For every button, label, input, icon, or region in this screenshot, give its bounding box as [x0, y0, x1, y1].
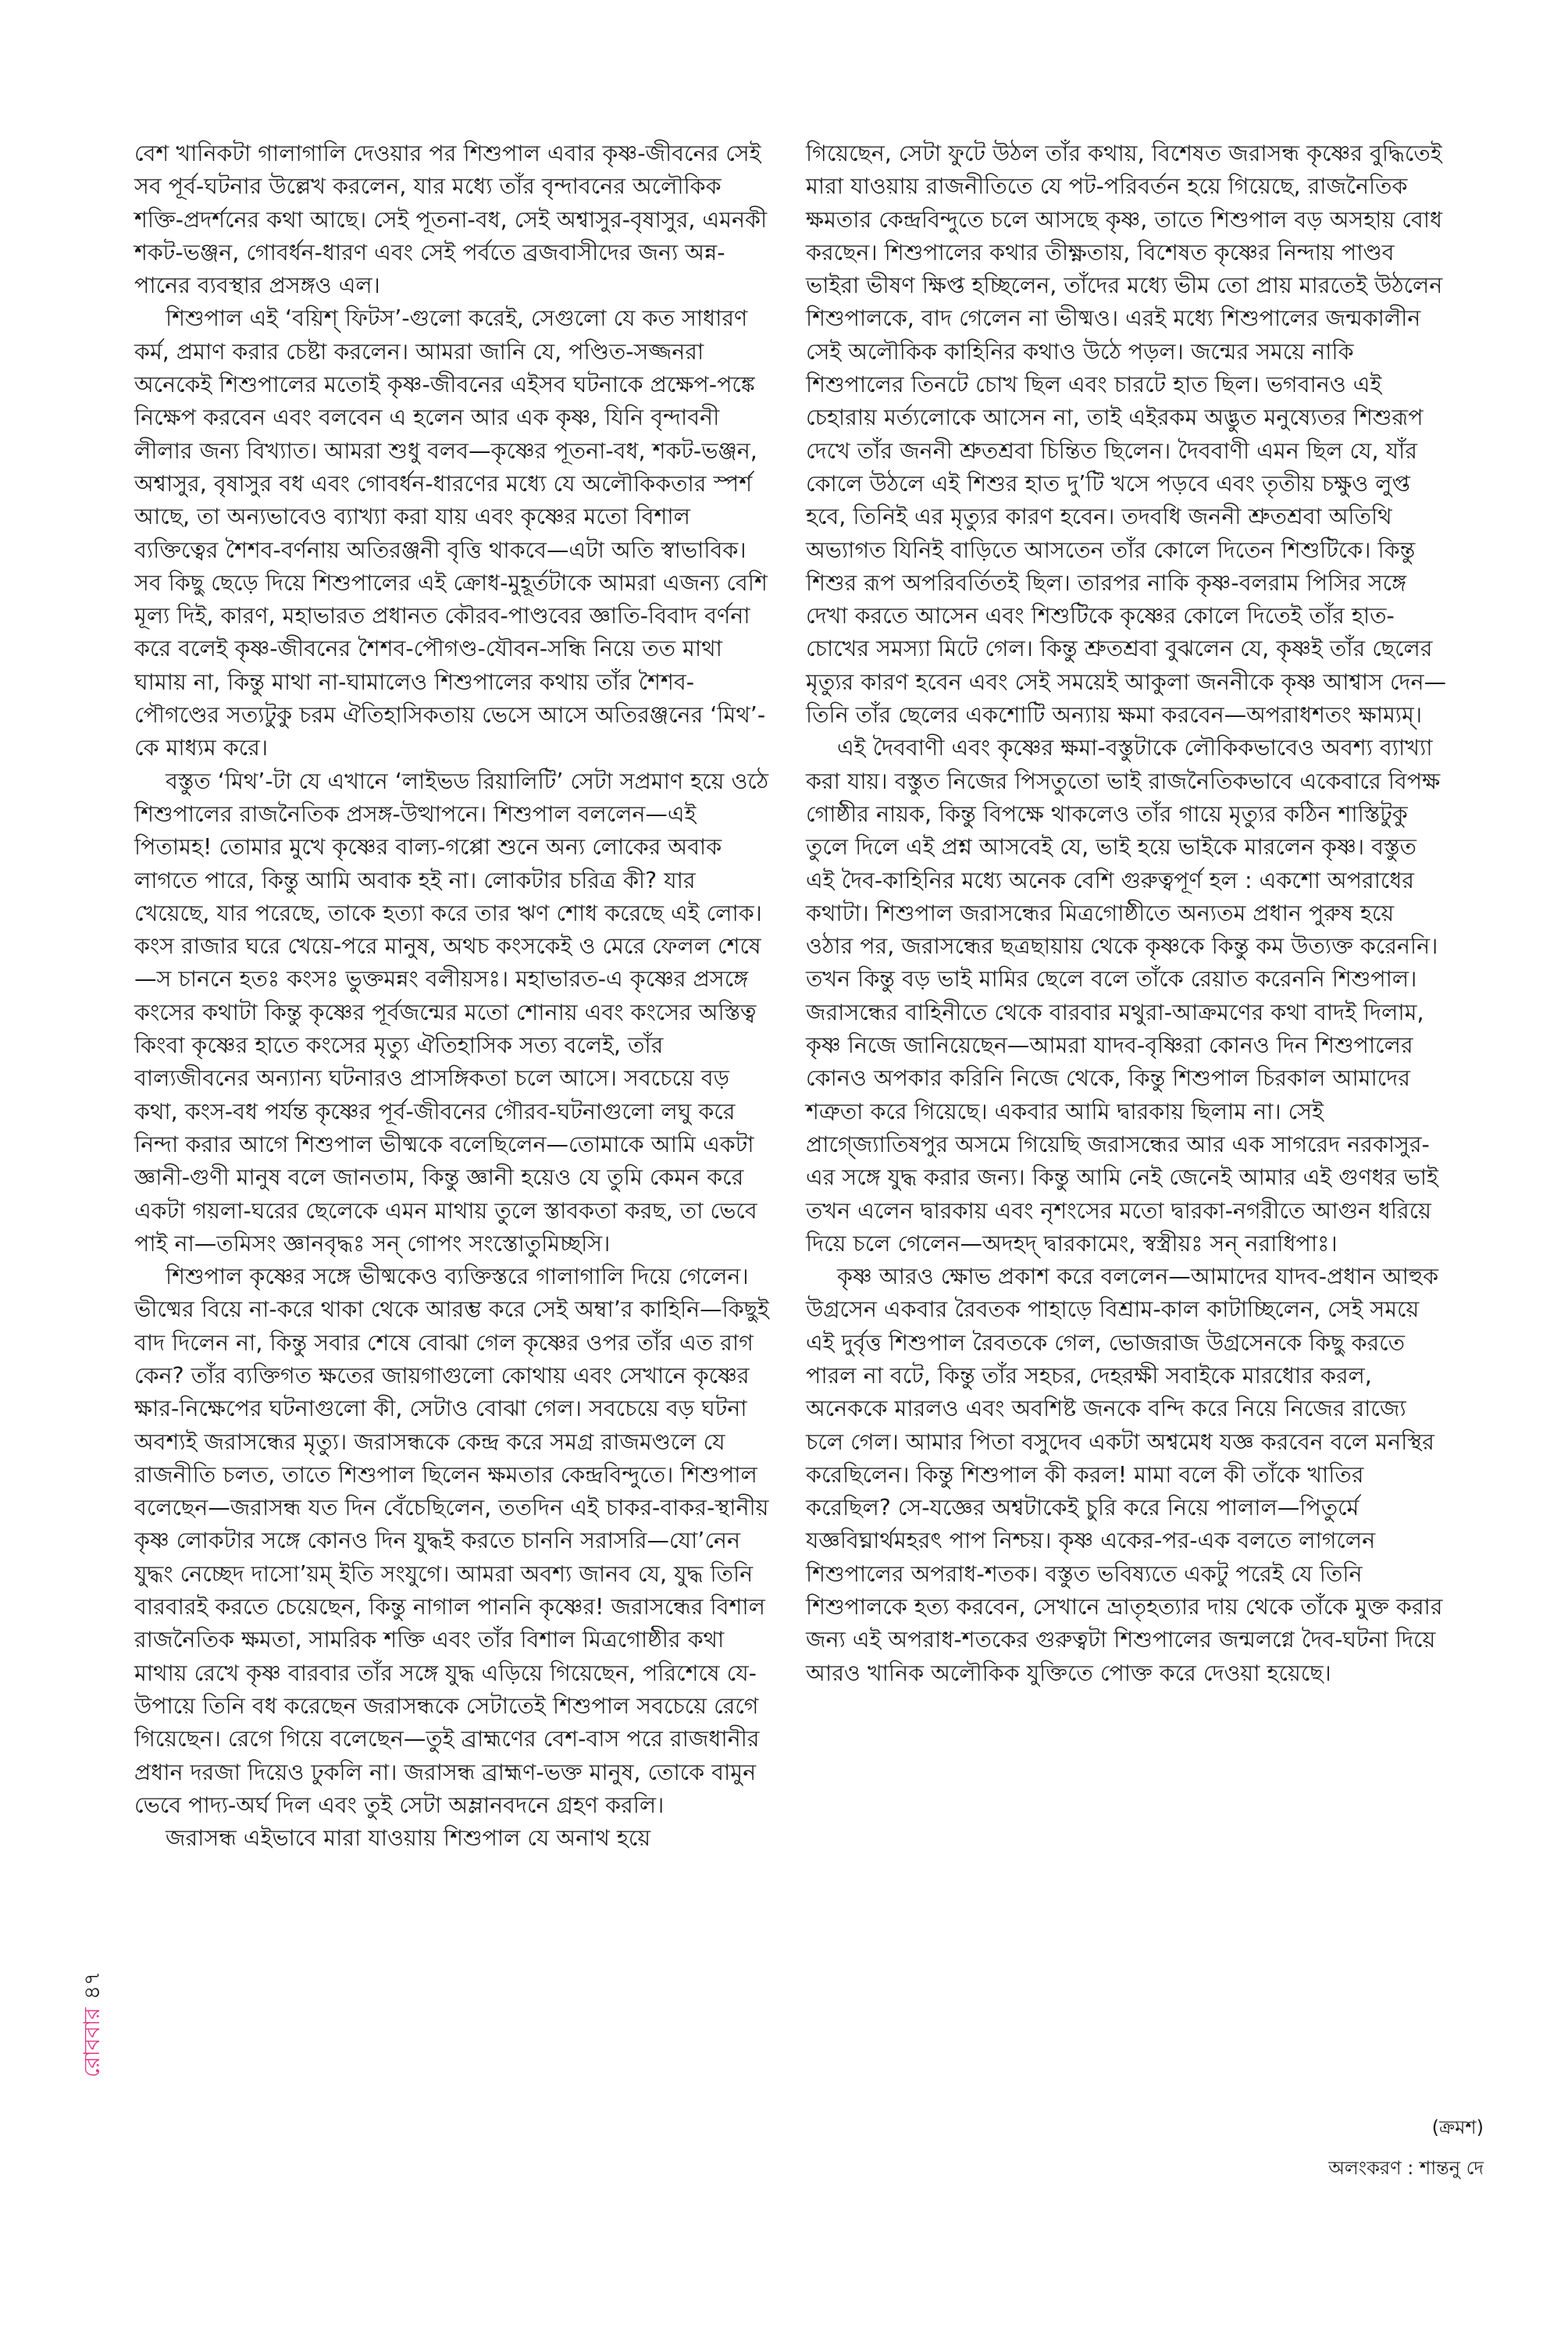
- left-paragraph-5: জরাসন্ধ এইভাবে মারা যাওয়ায় শিশুপাল যে অনাথ হয়ে: [166, 1825, 651, 1852]
- right-paragraph-1: গিয়েছেন, সেটা ফুটে উঠল তাঁর কথায়, বিশেষত জরাসন্ধ কৃষ্ণের বুদ্ধিতেই মারা যাওয়ায় রাজনীতিতে যে পট-পরিবর্তন হয়ে গিয়েছে, রাজনৈতিক ক্ষমতার কেন্দ্রবিন্দুতে চলে আসছে কৃষ্ণ, তাতে শিশুপাল বড় অসহায় বোধ করছেন। শিশুপালের কথার তীক্ষ্ণতায়, বিশেষত কৃষ্ণের নিন্দায় পাণ্ডব ভাইরা ভীষণ ক্ষিপ্ত হচ্ছিলেন, তাঁদের মধ্যে ভীম তো প্রায় মারতেই উঠলেন শিশুপালকে, বাদ গেলেন না ভীষ্মও। এরই মধ্যে শিশুপালের জন্মকালীন সেই অলৌকিক কাহিনির কথাও উঠে পড়ল। জন্মের সময়ে নাকি শিশুপালের তিনটে চোখ ছিল এবং চারটে হাত ছিল। ভগবানও এই চেহারায় মর্ত্যলোকে আসেন না, তাই এইরকম অদ্ভুত মনুষ্যেতর শিশুরূপ দেখে তাঁর জননী শ্রুতশ্রবা চিন্তিত ছিলেন। দৈববাণী এমন ছিল যে, যাঁর কোলে উঠলে এই শিশুর হাত দু’টি খসে পড়বে এবং তৃতীয় চক্ষুও লুপ্ত হবে, তিনিই এর মৃত্যুর কারণ হবেন। তদবধি জননী শ্রুতশ্রবা অতিথি অভ্যাগত যিনিই বাড়িতে আসতেন তাঁর কোলে দিতেন শিশুটিকে। কিন্তু শিশুর রূপ অপরিবর্তিতই ছিল। তারপর নাকি কৃষ্ণ-বলরাম পিসির সঙ্গে দেখা করতে আসেন এবং শিশুটিকে কৃষ্ণের কোলে দিতেই তাঁর হাত-চোখের সমস্যা মিটে গেল। কিন্তু শ্রুতশ্রবা বুঝলেন যে, কৃষ্ণই তাঁর ছেলের মৃত্যুর কারণ হবেন এবং সেই সময়েই আকুলা জননীকে কৃষ্ণ আশ্বাস দেন—তিনি তাঁর ছেলের একশোটি অন্যায় ক্ষমা করবেন—অপরাধশতং ক্ষাম্যম্‌।: [806, 141, 1446, 729]
- left-paragraph-4: শিশুপাল কৃষ্ণের সঙ্গে ভীষ্মকেও ব্যক্তিস্তরে গালাগালি দিয়ে গেলেন। ভীষ্মের বিয়ে না-করে থাকা থেকে আরম্ভ করে সেই অম্বা’র কাহিনি—কিছুই বাদ দিলেন না, কিন্তু সবার শেষে বোঝা গেল কৃষ্ণের ওপর তাঁর এত রাগ কেন? তাঁর ব্যক্তিগত ক্ষতের জায়গাগুলো কোথায় এবং সেখানে কৃষ্ণের ক্ষার-নিক্ষেপের ঘটনাগুলো কী, সেটাও বোঝা গেল। সবচেয়ে বড় ঘটনা অবশ্যই জরাসন্ধের মৃত্যু। জরাসন্ধকে কেন্দ্র করে সমগ্র রাজমণ্ডলে যে রাজনীতি চলত, তাতে শিশুপাল ছিলেন ক্ষমতার কেন্দ্রবিন্দুতে। শিশুপাল বলেছেন—জরাসন্ধ যত দিন বেঁচেছিলেন, ততদিন এই চাকর-বাকর-স্থানীয় কৃষ্ণ লোকটার সঙ্গে কোনও দিন যুদ্ধই করতে চাননি সরাসরি—যো’নেন যুদ্ধং নেচ্ছেদ দাসো’য়ম্‌ ইতি সংযুগে। আমরা অবশ্য জানব যে, যুদ্ধ তিনি বারবারই করতে চেয়েছেন, কিন্তু নাগাল পাননি কৃষ্ণের! জরাসন্ধের বিশাল রাজনৈতিক ক্ষমতা, সামরিক শক্তি এবং তাঁর বিশাল মিত্রগোষ্ঠীর কথা মাথায় রেখে কৃষ্ণ বারবার তাঁর সঙ্গে যুদ্ধ এড়িয়ে গিয়েছেন, পরিশেষে যে-উপায়ে তিনি বধ করেছেন জরাসন্ধকে সেটাতেই শিশুপাল সবচেয়ে রেগে গিয়েছেন। রেগে গিয়ে বলেছেন—তুই ব্রাহ্মণের বেশ-বাস পরে রাজধানীর প্রধান দরজা দিয়েও ঢুকলি না। জরাসন্ধ ব্রাহ্মণ-ভক্ত মানুষ, তোকে বামুন ভেবে পাদ্য-অর্ঘ দিল এবং তুই সেটা অম্লানবদনে গ্রহণ করলি।: [134, 1264, 769, 1818]
- left-paragraph-3: বস্তুত ‘মিথ’-টা যে এখানে ‘লাইভড রিয়ালিটি’ সেটা সপ্রমাণ হয়ে ওঠে শিশুপালের রাজনৈতিক প্রসঙ্গ-উত্থাপনে। শিশুপাল বললেন—এই পিতামহ! তোমার মুখে কৃষ্ণের বাল্য-গপ্পো শুনে অন্য লোকের অবাক লাগতে পারে, কিন্তু আমি অবাক হই না। লোকটার চরিত্র কী? যার খেয়েছে, যার পরেছে, তাকে হত্যা করে তার ঋণ শোধ করেছে এই লোক। কংস রাজার ঘরে খেয়ে-পরে মানুষ, অথচ কংসকেই ও মেরে ফেলল শেষে—স চাননে হতঃ কংসঃ ভুক্তমন্নং বলীয়সঃ। মহাভারত-এ কৃষ্ণের প্রসঙ্গে কংসের কথাটা কিন্তু কৃষ্ণের পূর্বজন্মের মতো শোনায় এবং কংসের অস্তিত্ব কিংবা কৃষ্ণের হাতে কংসের মৃত্যু ঐতিহাসিক সত্য বলেই, তাঁর বাল্যজীবনের অন্যান্য ঘটনারও প্রাসঙ্গিকতা চলে আসে। সবচেয়ে বড় কথা, কংস-বধ পর্যন্ত কৃষ্ণের পূর্ব-জীবনের গৌরব-ঘটনাগুলো লঘু করে নিন্দা করার আগে শিশুপাল ভীষ্মকে বলেছিলেন—তোমাকে আমি একটা জ্ঞানী-গুণী মানুষ বলে জানতাম, কিন্তু জ্ঞানী হয়েও যে তুমি কেমন করে একটা গয়লা-ঘরের ছেলেকে এমন মাথায় তুলে স্তাবকতা করছ, তা ভেবে পাই না—তমিসং জ্ঞানবৃদ্ধঃ সন্‌ গোপং সংস্তোতুমিচ্ছসি।: [134, 768, 769, 1257]
- left-paragraph-1: বেশ খানিকটা গালাগালি দেওয়ার পর শিশুপাল এবার কৃষ্ণ-জীবনের সেই সব পূর্ব-ঘটনার উল্লেখ করলেন, যার মধ্যে তাঁর বৃন্দাবনের অলৌকিক শক্তি-প্রদর্শনের কথা আছে। সেই পূতনা-বধ, সেই অশ্বাসুর-বৃষাসুর, এমনকী শকট-ভঞ্জন, গোবর্ধন-ধারণ এবং সেই পর্বতে ব্রজবাসীদের জন্য অন্ন-পানের ব্যবস্থার প্রসঙ্গও এল।: [134, 141, 768, 299]
- page-folio: [75, 1971, 112, 2077]
- page-number: ৪৭: [79, 1971, 105, 2000]
- continued-label: (ক্রমশ): [1431, 2116, 1484, 2138]
- illustration-credit: অলংকরণ : শান্তনু দে: [1328, 2157, 1484, 2179]
- left-column: [134, 137, 775, 1855]
- right-column: [806, 137, 1446, 1690]
- left-paragraph-2: শিশুপাল এই ‘বয়িশ্‌ ফিটস’-গুলো করেই, সেগুলো যে কত সাধারণ কর্ম, প্রমাণ করার চেষ্টা করলেন। আমরা জানি যে, পণ্ডিত-সজ্জনরা অনেকেই শিশুপালের মতোই কৃষ্ণ-জীবনের এইসব ঘটনাকে প্রক্ষেপ-পঙ্কে নিক্ষেপ করবেন এবং বলবেন এ হলেন আর এক কৃষ্ণ, যিনি বৃন্দাবনী লীলার জন্য বিখ্যাত। আমরা শুধু বলব—কৃষ্ণের পূতনা-বধ, শকট-ভঞ্জন, অশ্বাসুর, বৃষাসুর বধ এবং গোবর্ধন-ধারণের মধ্যে যে অলৌকিকতার স্পর্শ আছে, তা অন্যভাবেও ব্যাখ্যা করা যায় এবং কৃষ্ণের মতো বিশাল ব্যক্তিত্বের শৈশব-বর্ণনায় অতিরঞ্জনী বৃত্তি থাকবে—এটা অতি স্বাভাবিক। সব কিছু ছেড়ে দিয়ে শিশুপালের এই ক্রোধ-মুহূর্তটাকে আমরা এজন্য বেশি মূল্য দিই, কারণ, মহাভারত প্রধানত কৌরব-পাণ্ডবের জ্ঞাতি-বিবাদ বর্ণনা করে বলেই কৃষ্ণ-জীবনের শৈশব-পৌগণ্ড-যৌবন-সন্ধি নিয়ে তত মাথা ঘামায় না, কিন্তু মাথা না-ঘামালেও শিশুপালের কথায় তাঁর শৈশব-পৌগণ্ডের সত্যটুকু চরম ঐতিহাসিকতায় ভেসে আসে অতিরঞ্জনের ‘মিথ’-কে মাধ্যম করে।: [134, 305, 768, 761]
- right-paragraph-2: এই দৈববাণী এবং কৃষ্ণের ক্ষমা-বস্তুটাকে লৌকিকভাবেও অবশ্য ব্যাখ্যা করা যায়। বস্তুত নিজের পিসতুতো ভাই রাজনৈতিকভাবে একেবারে বিপক্ষ গোষ্ঠীর নায়ক, কিন্তু বিপক্ষে থাকলেও তাঁর গায়ে মৃত্যুর কঠিন শাস্তিটুকু তুলে দিলে এই প্রশ্ন আসবেই যে, ভাই হয়ে ভাইকে মারলেন কৃষ্ণ। বস্তুত এই দৈব-কাহিনির মধ্যে অনেক বেশি গুরুত্বপূর্ণ হল : একশো অপরাধের কথাটা। শিশুপাল জরাসন্ধের মিত্রগোষ্ঠীতে অন্যতম প্রধান পুরুষ হয়ে ওঠার পর, জরাসন্ধের ছত্রছায়ায় থেকে কৃষ্ণকে কিন্তু কম উত্যক্ত করেননি। তখন কিন্তু বড় ভাই মামির ছেলে বলে তাঁকে রেয়াত করেননি শিশুপাল। জরাসন্ধের বাহিনীতে থেকে বারবার মথুরা-আক্রমণের কথা বাদই দিলাম, কৃষ্ণ নিজে জানিয়েছেন—আমরা যাদব-বৃষ্ণিরা কোনও দিন শিশুপালের কোনও অপকার করিনি নিজে থেকে, কিন্তু শিশুপাল চিরকাল আমাদের শত্রুতা করে গিয়েছে। একবার আমি দ্বারকায় ছিলাম না। সেই প্রাগ্জ্যোতিষপুর অসমে গিয়েছি জরাসন্ধের আর এক সাগরেদ নরকাসুর-এর সঙ্গে যুদ্ধ করার জন্য। কিন্তু আমি নেই জেনেই আমার এই গুণধর ভাই তখন এলেন দ্বারকায় এবং নৃশংসের মতো দ্বারকা-নগরীতে আগুন ধরিয়ে দিয়ে চলে গেলেন—অদহদ্‌ দ্বারকামেং, স্বস্ত্রীয়ঃ সন্‌ নরাধিপাঃ।: [806, 735, 1441, 1257]
- magazine-name: রোববার: [79, 2007, 105, 2077]
- right-paragraph-3: কৃষ্ণ আরও ক্ষোভ প্রকাশ করে বললেন—আমাদের যাদব-প্রধান আহুক উগ্রসেন একবার রৈবতক পাহাড়ে বিশ্রাম-কাল কাটাচ্ছিলেন, সেই সময়ে এই দুর্বৃত্ত শিশুপাল রৈবতকে গেল, ভোজরাজ উগ্রসেনকে কিছু করতে পারল না বটে, কিন্তু তাঁর সহচর, দেহরক্ষী সবাইকে মারধোর করল, অনেককে মারলও এবং অবশিষ্ট জনকে বন্দি করে নিয়ে নিজের রাজ্যে চলে গেল। আমার পিতা বসুদেব একটা অশ্বমেধ যজ্ঞ করবেন বলে মনস্থির করেছিলেন। কিন্তু শিশুপাল কী করল! মামা বলে কী তাঁকে খাতির করেছিল? সে-যজ্ঞের অশ্বটাকেই চুরি করে নিয়ে পালাল—পিতুর্মে যজ্ঞবিঘ্নার্থমহরৎ পাপ নিশ্চয়। কৃষ্ণ একের-পর-এক বলতে লাগলেন শিশুপালের অপরাধ-শতক। বস্তুত ভবিষ্যতে একটু পরেই যে তিনি শিশুপালকে হত্য করবেন, সেখানে ভ্রাতৃহত্যার দায় থেকে তাঁকে মুক্ত করার জন্য এই অপরাধ-শতকের গুরুত্বটা শিশুপালের জন্মলগ্নে দৈব-ঘটনা দিয়ে আরও খানিক অলৌকিক যুক্তিতে পোক্ত করে দেওয়া হয়েছে।: [806, 1264, 1443, 1686]
